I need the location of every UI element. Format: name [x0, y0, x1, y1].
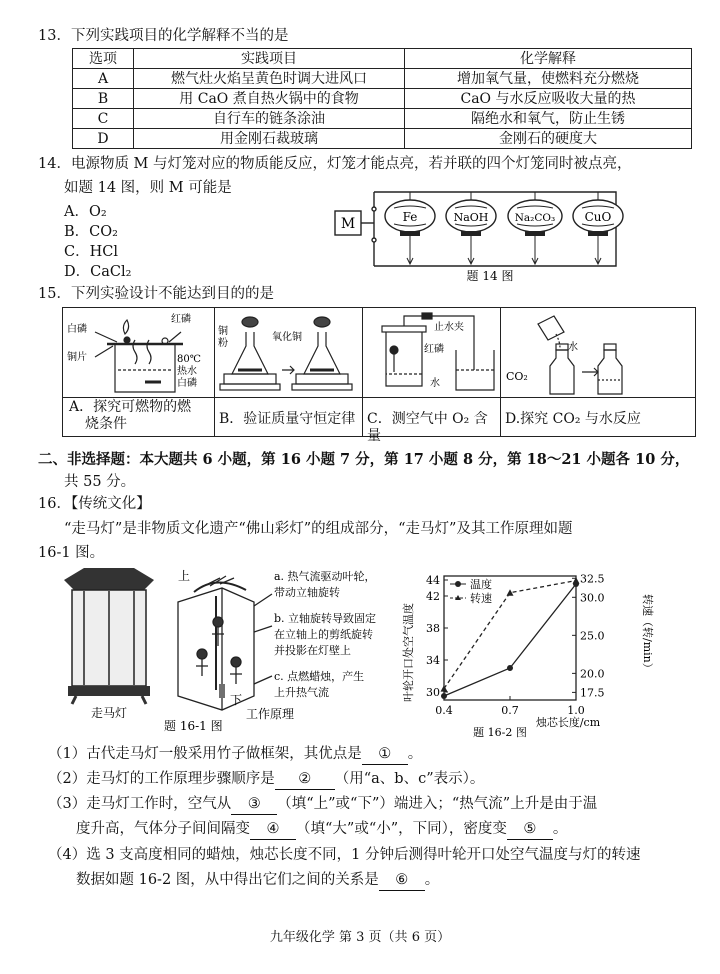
- exp-d-co2-water: [502, 310, 692, 396]
- q16-2-text: （2）走马灯的工作原理步骤顺序是: [48, 771, 275, 787]
- temp-speed-chart: [400, 560, 680, 738]
- q16-3b-text: 度升高，气体分子间间隔变: [76, 821, 250, 837]
- q13-table: [72, 48, 692, 149]
- q16-sub-3: [48, 794, 597, 815]
- q14-stem-line2: 如题 14 图，则 M 可能是: [64, 180, 232, 196]
- blank-4[interactable]: ④: [250, 819, 296, 840]
- lantern-fe-label: Fe: [402, 210, 418, 224]
- q16-intro-line2: 16-1 图。: [38, 545, 105, 561]
- q16-4b-text: 数据如题 16-2 图，从中得出它们之间的关系是: [76, 872, 379, 888]
- note-b-line1: b. 立轴旋转导致固定: [274, 612, 377, 625]
- point-转速: [507, 589, 514, 596]
- row-option: A: [73, 69, 134, 89]
- exp-d-caption: D.探究 CO₂ 与水反应: [505, 411, 641, 427]
- q14-option-d: D．CaCl₂: [64, 264, 132, 280]
- blank-5[interactable]: ⑤: [507, 819, 553, 840]
- point-温度: [507, 665, 513, 671]
- series-line-温度: [444, 584, 576, 696]
- q16-1-text: （1）古代走马灯一般采用竹子做框架，其优点是: [48, 746, 362, 762]
- table-header-row: [73, 49, 692, 69]
- left-tick-label: 34: [426, 654, 440, 667]
- label-white-phosphorus-top: 白磷: [67, 324, 87, 335]
- q16-sub-4: [48, 845, 641, 865]
- q15-stem: 15．下列实验设计不能达到目的的是: [38, 286, 274, 302]
- row-option: D: [73, 129, 134, 149]
- note-c-line2: 上升热气流: [274, 686, 329, 699]
- label-water-clamp: 止水夹: [434, 322, 464, 333]
- section-2-heading-line2: 共 55 分。: [64, 474, 136, 490]
- header-explanation: 化学解释: [405, 49, 692, 69]
- exp-a-caption-line1: A．探究可燃物的燃: [69, 399, 192, 415]
- q16-3b-end: 。: [552, 821, 568, 837]
- label-bottom: 下: [230, 693, 243, 707]
- label-red-phosphorus-c: 红磷: [424, 344, 444, 355]
- series-line-转速: [444, 581, 576, 689]
- label-white-phosphorus-bottom: 白磷: [177, 378, 197, 389]
- label-hot-water: 热水: [177, 366, 197, 377]
- row-option: B: [73, 89, 134, 109]
- power-source-label: M: [340, 216, 356, 232]
- label-copper-1: 铜: [218, 326, 228, 337]
- working-principle-figure: [160, 566, 400, 732]
- table-row: [73, 89, 692, 109]
- q15-experiment-table: [62, 307, 696, 444]
- q14-option-a: A．O₂: [64, 204, 107, 220]
- q13-stem: 13．下列实践项目的化学解释不当的是: [38, 28, 289, 44]
- label-water-c: 水: [430, 378, 440, 389]
- q16-4b-end: 。: [424, 872, 440, 888]
- table-row: [73, 109, 692, 129]
- table-row: [73, 129, 692, 149]
- x-tick-label: 0.7: [501, 704, 519, 717]
- left-tick-label: 42: [426, 590, 440, 603]
- lantern-naoh: [446, 192, 496, 264]
- exp-c-oxygen-content: [364, 310, 500, 396]
- label-copper-sheet: 铜片: [67, 352, 87, 363]
- row-explanation: 增加氧气量，使燃料充分燃烧: [405, 69, 692, 89]
- row-practice: 用金刚石裁玻璃: [134, 129, 405, 149]
- fig14-caption: 题 14 图: [466, 269, 514, 283]
- q16-sub-4-cont: [76, 870, 439, 891]
- row-option: C: [73, 109, 134, 129]
- section-2-heading: 二、非选择题：本大题共 6 小题，第 16 小题 7 分，第 17 小题 8 分，第 18～21 小题各 10 分，: [38, 451, 690, 468]
- q16-intro-line1: “走马灯”是非物质文化遗产“佛山彩灯”的组成部分，“走马灯”及其工作原理如题: [64, 521, 573, 537]
- q16-sub-1: [48, 744, 422, 765]
- right-tick-label: 20.0: [580, 667, 605, 681]
- label-powder: 粉: [218, 338, 228, 349]
- legend-speed-label: 转速: [470, 592, 492, 605]
- q16-1-end: 。: [407, 746, 423, 762]
- left-tick-label: 38: [426, 622, 440, 635]
- exp-b-caption: B．验证质量守恒定律: [219, 411, 356, 427]
- row-practice: 自行车的链条涂油: [134, 109, 405, 129]
- blank-2[interactable]: ②: [275, 769, 335, 790]
- left-tick-label: 44: [426, 574, 440, 587]
- page-footer: 九年级化学 第 3 页（共 6 页）: [269, 930, 451, 945]
- q16-sub-3-cont: [76, 819, 567, 840]
- legend: [450, 577, 492, 605]
- y-axis-label-right: 转速（转/min）: [641, 594, 654, 674]
- label-top: 上: [178, 569, 191, 583]
- lantern-fe: [385, 192, 435, 264]
- row-explanation: 金刚石的硬度大: [405, 129, 692, 149]
- right-tick-label: 17.5: [580, 686, 605, 700]
- label-co2-d: CO₂: [506, 370, 528, 383]
- lamp-label: 走马灯: [90, 706, 128, 718]
- q16-sub-2: [48, 769, 484, 790]
- right-tick-label: 25.0: [580, 629, 605, 643]
- note-b-line3: 并投影在灯壁上: [274, 644, 351, 657]
- fig16-1-caption: 题 16-1 图: [164, 719, 223, 732]
- exp-b-mass-conservation: [216, 310, 362, 396]
- principle-label: 工作原理: [246, 707, 295, 721]
- row-explanation: 隔绝水和氧气，防止生锈: [405, 109, 692, 129]
- exp-a-combustion: [65, 310, 213, 396]
- blank-3[interactable]: ③: [231, 794, 277, 815]
- note-a-line2: 带动立轴旋转: [274, 586, 340, 599]
- fig16-2-caption: 题 16-2 图: [473, 726, 527, 738]
- x-axis-label: 烛芯长度/cm: [535, 716, 601, 729]
- header-option: 选项: [73, 49, 134, 69]
- header-practice: 实践项目: [134, 49, 405, 69]
- legend-temp-label: 温度: [470, 578, 492, 591]
- right-tick-label: 32.5: [580, 572, 605, 586]
- label-copper-oxide: 氧化铜: [272, 332, 302, 343]
- lantern-naoh-label: NaOH: [453, 211, 489, 224]
- blank-1[interactable]: ①: [362, 744, 408, 765]
- q14-option-c: C．HCl: [64, 244, 118, 260]
- q14-option-b: B．CO₂: [64, 224, 118, 240]
- label-red-phosphorus: 红磷: [171, 314, 191, 325]
- table-row: [73, 69, 692, 89]
- note-b-line2: 在立轴上的剪纸旋转: [274, 628, 373, 641]
- exp-a-caption-line2: 烧条件: [85, 416, 127, 432]
- row-explanation: CaO 与水反应吸收大量的热: [405, 89, 692, 109]
- note-a-line1: a. 热气流驱动叶轮，: [274, 570, 376, 583]
- q16-3-text: （3）走马灯工作时，空气从: [48, 796, 232, 812]
- row-practice: 燃气灶火焰呈黄色时调大进风口: [134, 69, 405, 89]
- right-tick-label: 30.0: [580, 591, 605, 605]
- lantern-na2co3-label: Na₂CO₃: [514, 212, 556, 224]
- label-80c: 80℃: [177, 354, 201, 365]
- exp-a-caption: [69, 399, 211, 433]
- point-温度: [441, 693, 447, 699]
- lantern-na2co3: [508, 192, 562, 264]
- row-practice: 用 CaO 煮自热火锅中的食物: [134, 89, 405, 109]
- lantern-cuo-label: CuO: [584, 210, 612, 224]
- q14-stem-line1: 14．电源物质 M 与灯笼对应的物质能反应，灯笼才能点亮，若并联的四个灯笼同时被点亮，: [38, 156, 632, 172]
- q16-title: 16．【传统文化】: [38, 496, 151, 512]
- lantern-circuit-figure: [330, 178, 650, 284]
- q16-4-text: （4）选 3 支高度相同的蜡烛，烛芯长度不同，1 分钟后测得叶轮开口处空气温度与灯的转速: [48, 847, 641, 863]
- y-axis-label-left: 叶轮开口处空气温度: [402, 603, 415, 702]
- note-c-line1: c. 点燃蜡烛，产生: [274, 670, 365, 683]
- blank-6[interactable]: ⑥: [379, 870, 425, 891]
- lantern-photo: [54, 566, 164, 718]
- x-tick-label: 1.0: [567, 704, 585, 717]
- left-tick-label: 30: [426, 686, 440, 699]
- label-water-d: 水: [568, 342, 578, 353]
- q16-3-rest: （填“上”或“下”）端进入；“热气流”上升是由于温: [277, 796, 598, 812]
- x-tick-label: 0.4: [435, 704, 453, 717]
- exp-c-caption: C．测空气中 O₂ 含量: [367, 411, 488, 444]
- q16-3b-mid: （填“大”或“小”，下同），密度变: [296, 821, 507, 837]
- q16-2-end: （用“a、b、c”表示）。: [334, 771, 485, 787]
